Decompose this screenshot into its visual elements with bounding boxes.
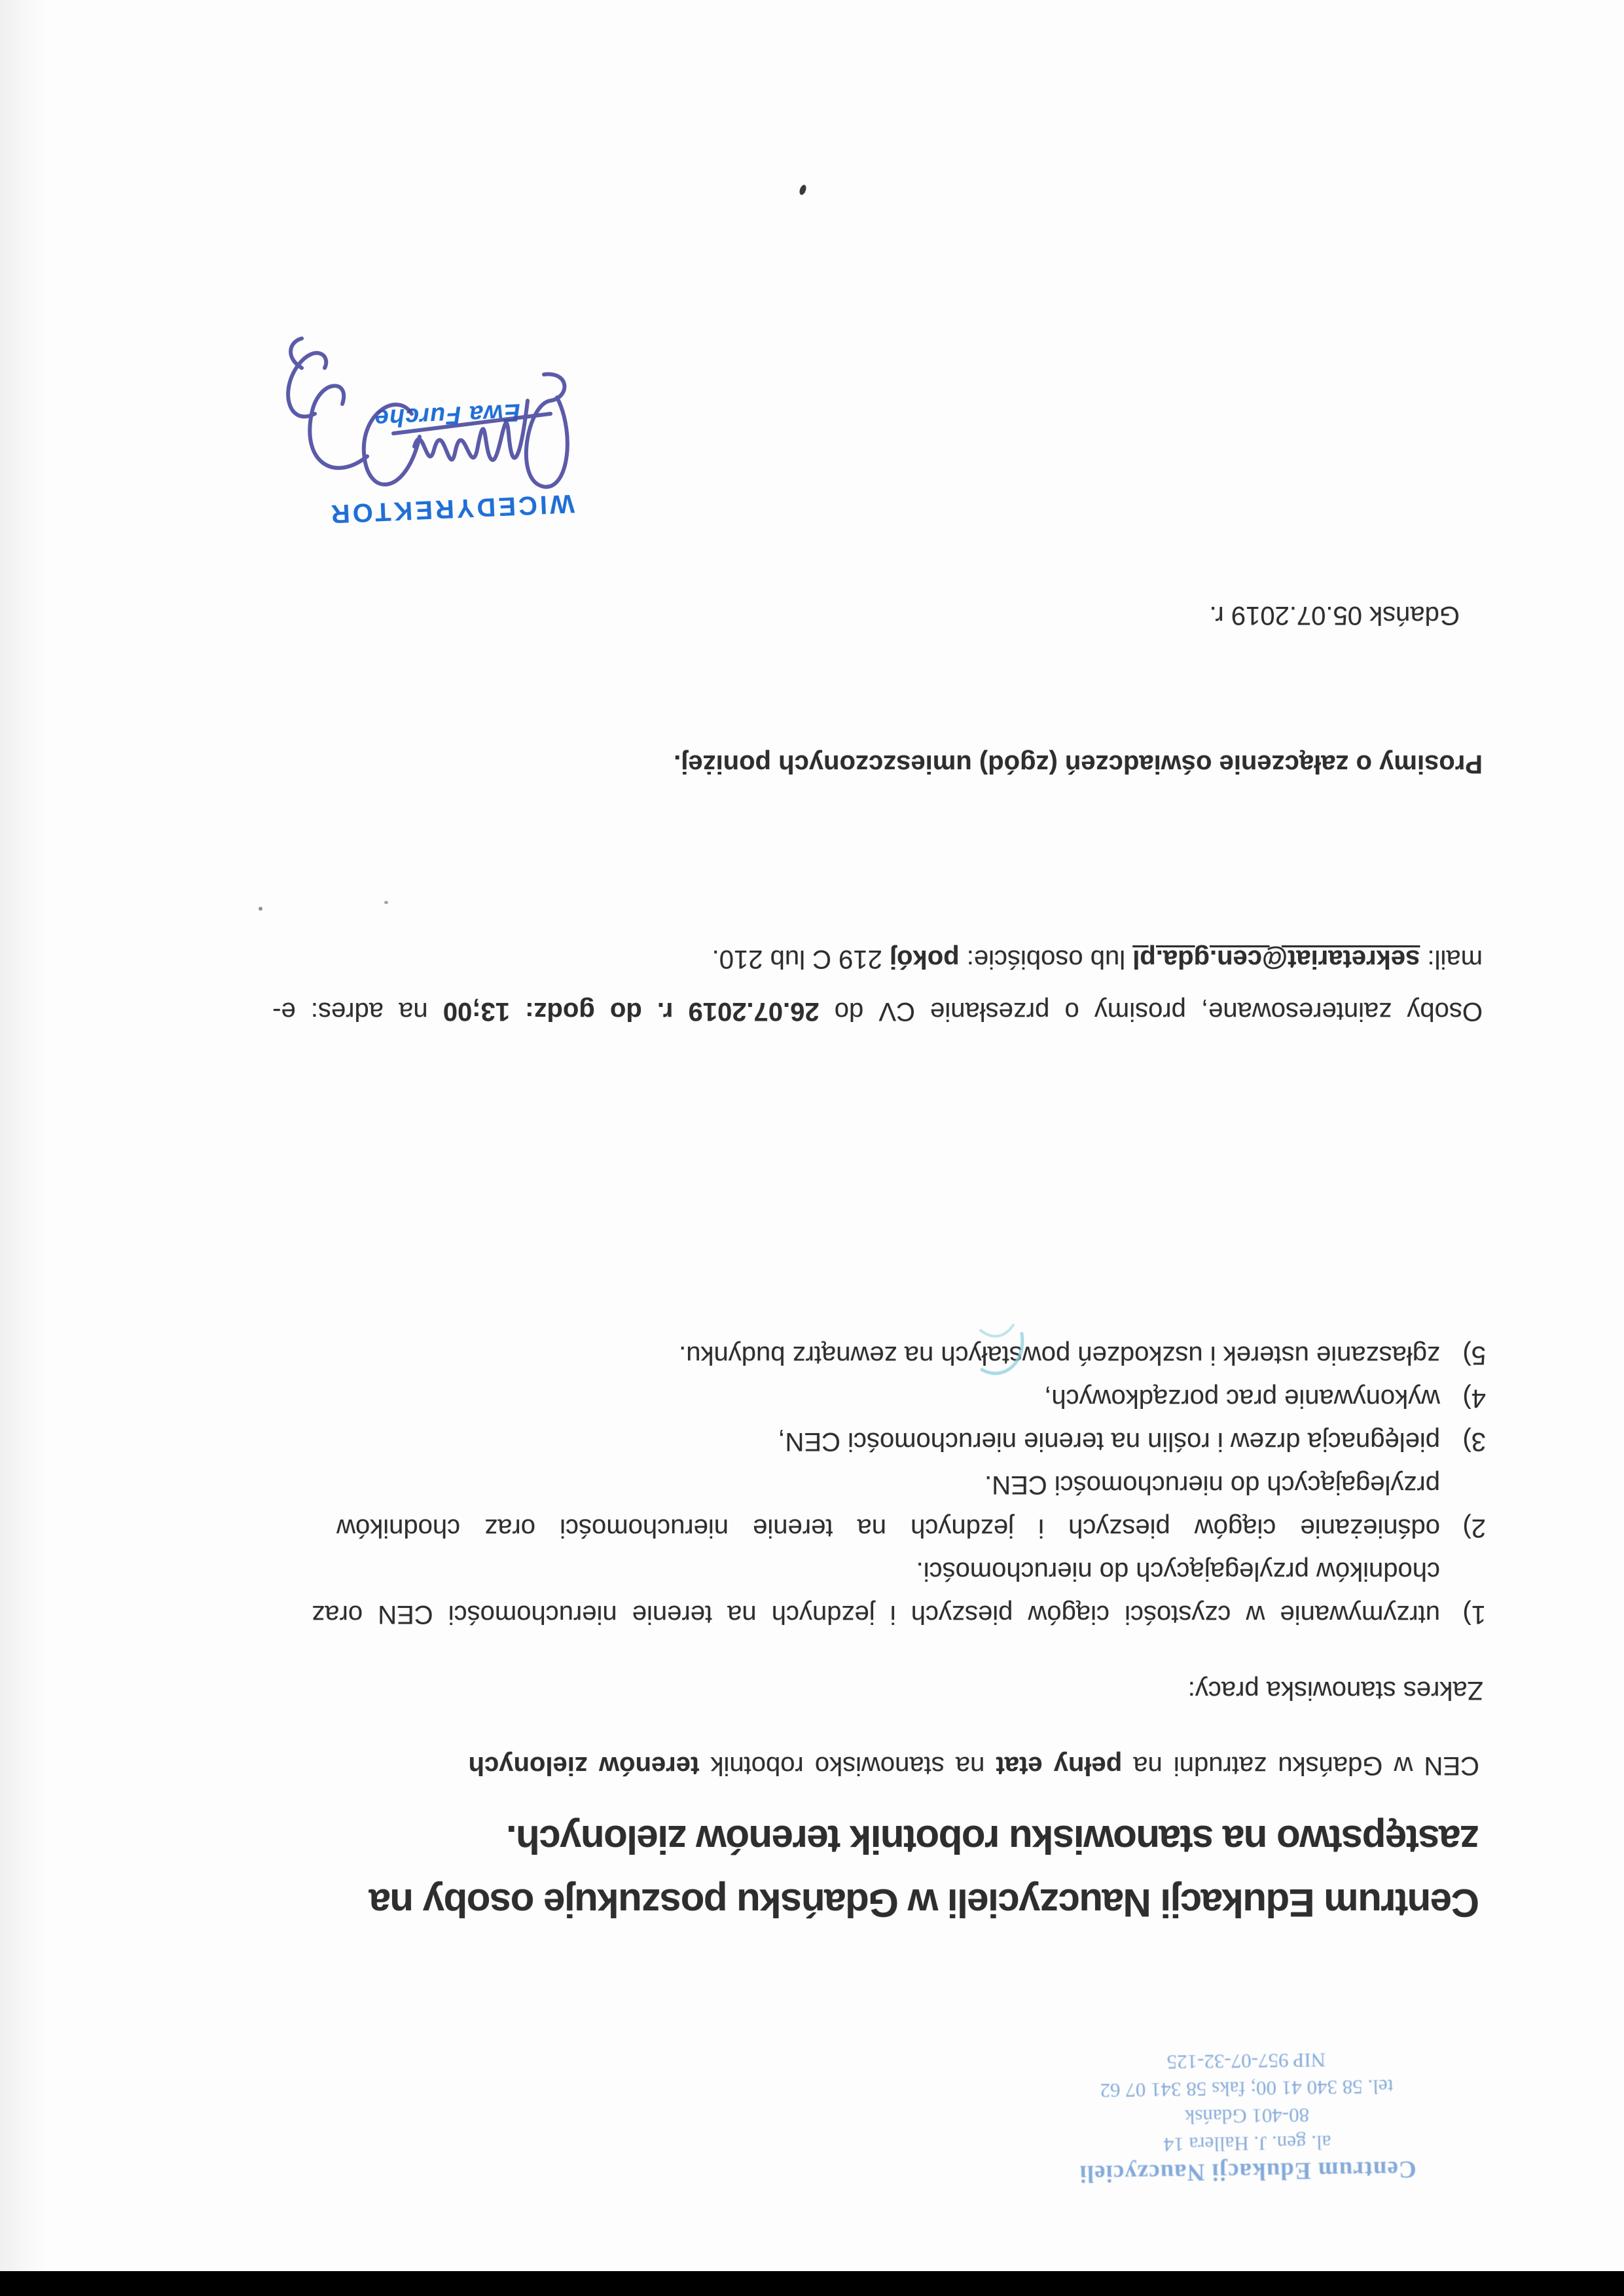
apply-run: mail:	[1420, 945, 1483, 974]
letterhead-org: Centrum Edukacji Nauczycieli	[1079, 2155, 1417, 2187]
duty-text-line: utrzymywanie w czystości ciągów pieszych i jezdnych na terenie nieruchomości CEN oraz	[312, 1600, 1440, 1629]
duty-number: 3)	[1462, 1427, 1486, 1456]
intro-run: na stanowisko robotnik	[699, 1751, 996, 1780]
apply-deadline: 26.07.2019 r. do godz: 13;00	[442, 997, 820, 1026]
scanner-black-bar	[0, 2271, 1624, 2296]
stamp-role: WICEDYREKTOR	[327, 488, 575, 529]
intro-run: CEN w Gdańsku zatrudni na	[1122, 1751, 1479, 1780]
intro-run-bold: pełny etat	[996, 1751, 1123, 1780]
attachments-note: Prosimy o załączenie oświadczeń (zgód) umieszczonych poniżej.	[674, 750, 1483, 778]
application-line-2	[190, 933, 1483, 985]
duty-item-3	[193, 1420, 1486, 1463]
apply-room-label: pokój	[889, 945, 960, 974]
duty-number: 5)	[1462, 1341, 1486, 1370]
scope-heading: Zakres stanowiska pracy:	[1187, 1676, 1483, 1705]
duty-item-4	[193, 1377, 1486, 1420]
ink-speck	[384, 901, 388, 904]
apply-run: 219 C lub 210.	[712, 945, 890, 974]
letterhead-stamp	[1034, 2044, 1461, 2187]
title-line-1: Centrum Edukacji Nauczycieli w Gdańsku poszukuje osoby na	[370, 1881, 1479, 1925]
duty-item-2	[193, 1463, 1486, 1550]
letterhead-nip: NIP 957-07-32-125	[1166, 2049, 1326, 2074]
apply-run: na adres: e-	[272, 997, 443, 1026]
handwritten-signature	[249, 332, 655, 555]
scanner-edge-shadow	[0, 0, 46, 2296]
letterhead-phone: tel. 58 340 41 00; faks 58 341 07 62	[1100, 2075, 1394, 2103]
duty-item-1	[193, 1550, 1486, 1636]
cyan-pen-mark	[973, 1321, 1032, 1389]
letterhead-city: 80-401 Gdańsk	[1184, 2104, 1310, 2129]
letterhead-address: al. gen. J. Hallera 14	[1163, 2131, 1331, 2157]
duty-text-line: wykonywanie prac porządkowych,	[1044, 1384, 1440, 1413]
dateline: Gdańsk 05.07.2019 r.	[1209, 601, 1460, 630]
application-paragraph	[190, 933, 1483, 1038]
apply-email: sekretariat@cen.gda.pl	[1132, 945, 1420, 974]
duty-number: 4)	[1462, 1384, 1486, 1413]
apply-run: Osoby zainteresowane, prosimy o przesłanie CV do	[819, 997, 1483, 1026]
duty-text-line: pielęgnacja drzew i roślin na terenie nieruchomości CEN,	[778, 1427, 1440, 1456]
intro-paragraph	[177, 1751, 1479, 1780]
duty-item-5	[193, 1334, 1486, 1377]
duty-text-line: odśnieżanie ciągów pieszych i jezdnych na terenie nieruchomości oraz chodników	[336, 1514, 1440, 1542]
duty-number: 2)	[1462, 1514, 1486, 1542]
duty-number: 1)	[1462, 1600, 1486, 1629]
apply-run: lub osobiście:	[959, 945, 1133, 974]
duty-text-line: zgłaszanie usterek i uszkodzeń powstałych na zewnątrz budynku.	[679, 1341, 1440, 1370]
duty-text-line: chodników przylegających do nieruchomości.	[916, 1557, 1440, 1586]
title-line-2: zastępstwo na stanowisku robotnik terenów zielonych.	[507, 1817, 1479, 1861]
stamp-name: Ewa Furche	[374, 398, 521, 432]
intro-run-bold: terenów zielonych	[468, 1751, 700, 1780]
page-title	[137, 1808, 1479, 1935]
ink-speck	[259, 907, 262, 911]
duty-text-line: przylegających do nieruchomości CEN.	[984, 1470, 1440, 1499]
application-line-1	[190, 985, 1483, 1038]
ink-speck	[799, 184, 808, 196]
